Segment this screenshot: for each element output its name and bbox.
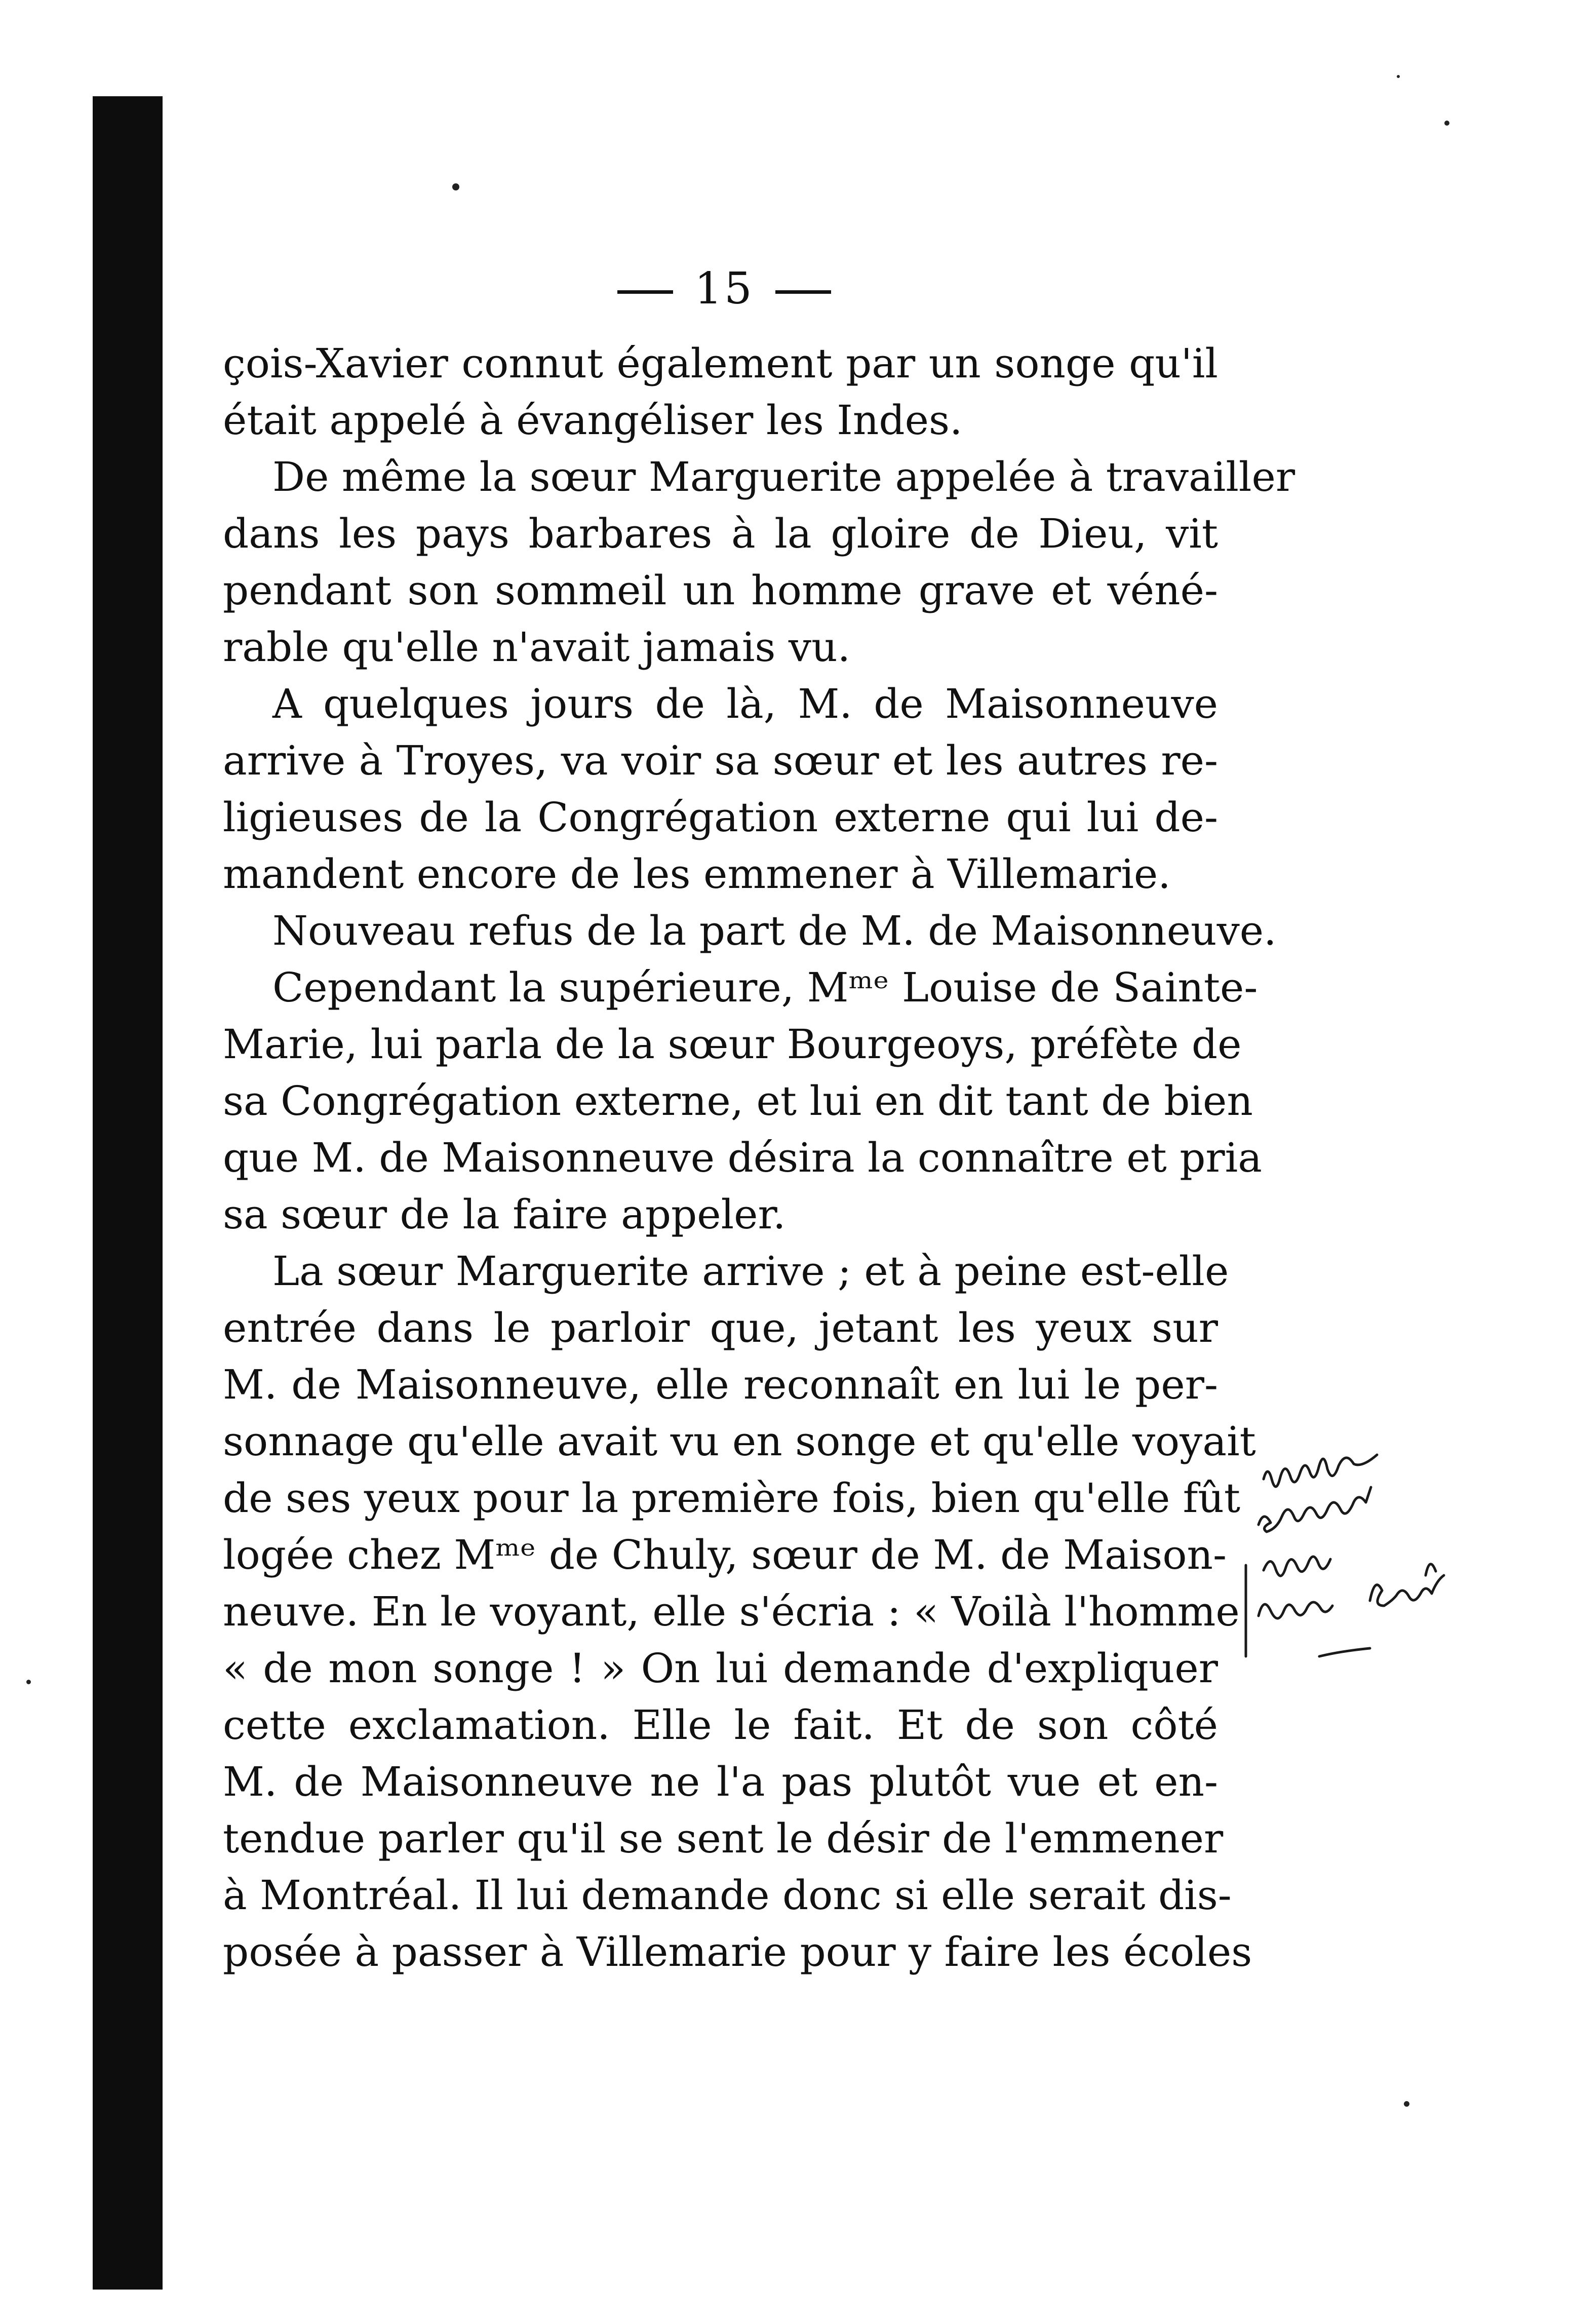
text-line: que M. de Maisonneuve désira la connaître et pria <box>223 1134 1262 1181</box>
text-line: La sœur Marguerite arrive ; et à peine est-elle <box>272 1248 1229 1295</box>
text-line: sonnage qu'elle avait vu en songe et qu'elle voyait <box>223 1418 1256 1465</box>
text-line: A quelques jours de là, M. de Maisonneuve <box>272 680 1218 727</box>
text-line: cette exclamation. Elle le fait. Et de son côté <box>223 1701 1218 1749</box>
text-line: logée chez Mᵐᵉ de Chuly, sœur de M. de Maison- <box>223 1531 1227 1578</box>
text-line: Nouveau refus de la part de M. de Maisonneuve. <box>272 907 1277 954</box>
text-line: sa Congrégation externe, et lui en dit tant de bien <box>223 1077 1253 1125</box>
text-line: de ses yeux pour la première fois, bien qu'elle fût <box>223 1475 1241 1522</box>
page-number: 15 <box>0 263 1448 314</box>
text-line: sa sœur de la faire appeler. <box>223 1191 786 1238</box>
text-line: Marie, lui parla de la sœur Bourgeoys, préfète de <box>223 1021 1242 1068</box>
text-line: neuve. En le voyant, elle s'écria : « Voilà l'homme <box>223 1588 1240 1635</box>
print-speck <box>1404 2101 1409 2107</box>
body-text <box>223 335 1295 1981</box>
text-line: mandent encore de les emmener à Villemarie. <box>223 850 1171 898</box>
print-speck <box>1444 121 1449 126</box>
text-line: arrive à Troyes, va voir sa sœur et les autres re- <box>223 737 1218 784</box>
text-line: rable qu'elle n'avait jamais vu. <box>223 624 851 671</box>
print-speck <box>452 183 459 190</box>
text-line: tendue parler qu'il se sent le désir de l'emmener <box>223 1815 1224 1862</box>
text-line: était appelé à évangéliser les Indes. <box>223 397 963 444</box>
text-line: çois-Xavier connut également par un songe qu'il <box>223 340 1218 387</box>
text-line: De même la sœur Marguerite appelée à travailler <box>272 453 1295 500</box>
text-line: pendant son sommeil un homme grave et véné- <box>223 567 1218 614</box>
text-line: ligieuses de la Congrégation externe qui lui de- <box>223 794 1218 841</box>
text-line: « de mon songe ! » On lui demande d'expliquer <box>223 1645 1218 1692</box>
text-line: M. de Maisonneuve, elle reconnaît en lui le per- <box>223 1361 1218 1408</box>
text-line: à Montréal. Il lui demande donc si elle serait dis- <box>223 1872 1232 1919</box>
binding-shadow <box>93 96 163 2290</box>
text-line: posée à passer à Villemarie pour y faire les écoles <box>223 1928 1252 1976</box>
handwritten-margin-note <box>1243 1449 1497 1661</box>
text-line: dans les pays barbares à la gloire de Dieu, vit <box>223 510 1218 557</box>
print-speck <box>26 1680 31 1684</box>
print-speck <box>1397 75 1400 78</box>
text-line: Cependant la supérieure, Mᵐᵉ Louise de Sainte- <box>272 964 1258 1011</box>
text-line: entrée dans le parloir que, jetant les yeux sur <box>223 1304 1218 1351</box>
text-line: M. de Maisonneuve ne l'a pas plutôt vue et en- <box>223 1758 1218 1805</box>
